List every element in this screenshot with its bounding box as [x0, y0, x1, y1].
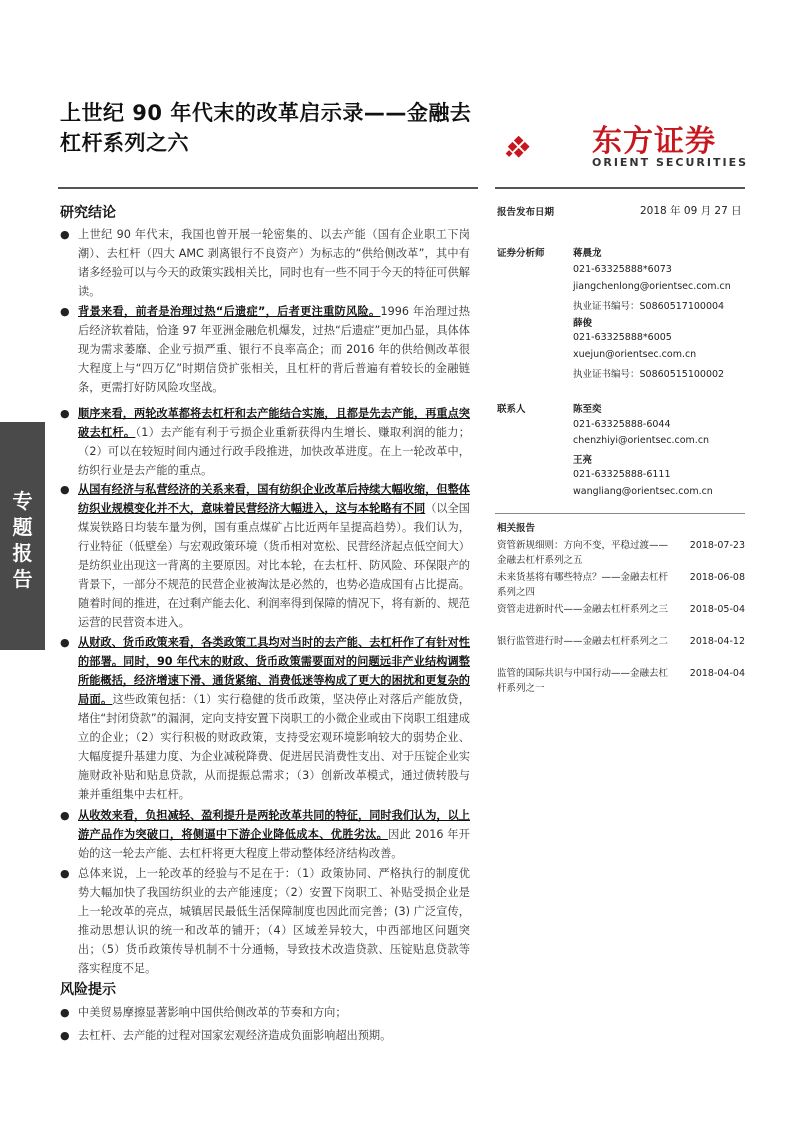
sidebar-char: 专 [12, 489, 33, 513]
date-label: 报告发布日期 [497, 207, 555, 218]
contact-email[interactable]: chenzhiyi@orientsec.com.cn [573, 435, 710, 446]
bullet-icon: ● [60, 407, 70, 420]
analyst-name: 薛俊 [573, 318, 593, 329]
contact-phone: 021-63325888-6111 [573, 469, 671, 480]
contact-phone: 021-63325888-6044 [573, 419, 671, 430]
sidebar-char: 题 [12, 515, 33, 539]
bullet-item: ● 背景来看，前者是治理过热“后遗症”，后者更注重防风险。1996 年治理过热后经济软着陆，恰逢 97 年亚洲金融危机爆发，过热“后遗症”更加凸显，具体体现为需求萎靡、企业亏损严重、银行不良率高企；而 2016 年的供给侧改革很大程度上与“四万亿”时期信贷扩张相关，且杠杆的背后普遍有着较长的金融链条，更需打好防风险攻坚战。 [60, 302, 470, 397]
related-report[interactable]: 监管的国际共识与中国行动——金融去杠杆系列之一 2018-04-04 [497, 668, 745, 694]
bullet-item: ● 从收效来看，负担减轻、盈利提升是两轮改革共同的特征，同时我们认为，以上游产品作为突破口，将侧逼中下游企业降低成本、优胜劣汰。因此 2016 年开始的这一轮去产能、去杠杆将更大程度上带动整体经济结构改善。 [60, 806, 470, 863]
bullet-icon: ● [60, 483, 70, 496]
risk-item: ● 中美贸易摩擦显著影响中国供给侧改革的节奏和方向； [60, 1003, 470, 1022]
left-rule [58, 187, 478, 189]
bullet-item: ● 从国有经济与私营经济的关系来看，国有纺织企业改革后持续大幅收缩，但整体纺织业规模变化并不大，意味着民营经济大幅进入，这与本轮略有不同（以全国煤炭铁路日均装车量为例，国有重点煤矿占比近两年呈提高趋势）。我们认为，行业特征（低壁垒）与宏观政策环境（货币相对宽松、民营经济起点低空间大）是纺织业出现这一背离的主要原因。对比本轮，在去杠杆、防风险、环保限产的背景下，一部分不规范的民营企业被淘汰是必然的，也势必造成国有占比提高。随着时间的推进，在过剩产能去化、利润率得到保障的情况下，将有新的、规范运营的民营资本进入。 [60, 480, 470, 632]
logo-cn: 东方证券 [592, 124, 716, 159]
bullet-icon: ● [60, 867, 70, 880]
related-report[interactable]: 银行监管进行时——金融去杠杆系列之二 2018-04-12 [497, 636, 745, 647]
page-title: 上世纪 90 年代末的改革启示录——金融去杠杆系列之六 [60, 101, 472, 155]
sidebar-tag [0, 422, 45, 650]
analyst-email[interactable]: xuejun@orientsec.com.cn [573, 349, 697, 360]
right-rule [495, 187, 745, 189]
analyst-email[interactable]: jiangchenlong@orientsec.com.cn [573, 281, 731, 292]
related-report[interactable]: 未来货基将有哪些特点？——金融去杠杆系列之四 2018-06-08 [497, 572, 745, 598]
bullet-icon: ● [60, 636, 70, 649]
related-report[interactable]: 资管新规细则：方向不变，平稳过渡——金融去杠杆系列之五 2018-07-23 [497, 540, 745, 566]
bullet-item: ● 总体来说，上一轮改革的经验与不足在于：（1）政策协同、严格执行的制度优势大幅加快了我国纺织业的去产能速度；（2）安置下岗职工、补贴受损企业是上一轮改革的亮点，城镇居民最低生活保障制度也因此而完善；(3) 广泛宣传，推动思想认识的统一和改革的铺开；（4）区域差异较大，中西部地区问题突出；（5）货币政策传导机制不十分通畅，导致技术改造贷款、压锭贴息贷款等落实程度不足。 [60, 864, 470, 978]
bullet-icon: ● [60, 1029, 70, 1042]
analyst-label: 证券分析师 [497, 248, 545, 259]
bullet-icon: ● [60, 809, 70, 822]
bullet-icon: ● [60, 1006, 70, 1019]
orient-securities-logo [505, 112, 587, 182]
related-report[interactable]: 资管走进新时代——金融去杠杆系列之三 2018-05-04 [497, 604, 745, 615]
analyst-phone: 021-63325888*6005 [573, 332, 672, 343]
related-label: 相关报告 [497, 523, 536, 534]
analyst-cert: 执业证书编号：S0860515100002 [573, 369, 725, 380]
publish-date: 2018 年 09 月 27 日 [640, 205, 742, 217]
bullet-icon: ● [60, 305, 70, 318]
bullet-item: ● 从财政、货币政策来看，各类政策工具均对当时的去产能、去杠杆作了有针对性的部署。同时，90 年代末的财政、货币政策需要面对的问题远非产业结构调整所能概括，经济增速下滑、通货紧缩、消费低迷等构成了更大的困扰和更复杂的局面。这些政策包括：（1）实行稳健的货币政策，坚决停止对落后产能放贷，堵住“封闭贷款”的漏洞，定向支持安置下岗职工的小微企业或由下岗职工组建成立的企业；（2）实行积极的财政政策，支持受宏观环境影响较大的弱势企业、大幅度提升基建力度、为企业减税降费、促进居民消费性支出、对于压锭企业实施财政补贴和贴息贷款，从而提振总需求；（3）创新改革模式，通过债转股与兼并重组集中去杠杆。 [60, 633, 470, 804]
analyst-phone: 021-63325888*6073 [573, 264, 672, 275]
contact-name: 陈至奕 [573, 404, 602, 415]
sidebar-char: 报 [12, 541, 33, 565]
bullet-item: ● 顺序来看，两轮改革都将去杠杆和去产能结合实施，且都是先去产能，再重点突破去杠杆。（1）去产能有利于亏损企业重新获得内生增长、赚取利润的能力；（2）可以在较短时间内通过行政手段推进，加快改革进度。在上一轮改革中，纺织行业是去产能的重点。 [60, 404, 470, 480]
logo-en: ORIENT SECURITIES [592, 156, 749, 169]
related-divider [495, 513, 745, 514]
bullet-icon: ● [60, 228, 70, 241]
sidebar-char: 告 [12, 567, 33, 591]
analyst-name: 蒋晨龙 [573, 248, 602, 259]
section-heading-risk: 风险提示 [60, 982, 116, 998]
bullet-item: ● 上世纪 90 年代末，我国也曾开展一轮密集的、以去产能（国有企业职工下岗潮）、去杠杆（四大 AMC 剥离银行不良资产）为标志的“供给侧改革”，其中有诸多经验可以与今天的政策实践相关比，同时也有一些不同于今天的特征可供解读。 [60, 225, 470, 301]
risk-item: ● 去杠杆、去产能的过程对国家宏观经济造成负面影响超出预期。 [60, 1026, 470, 1045]
contact-email[interactable]: wangliang@orientsec.com.cn [573, 486, 713, 497]
contact-label: 联系人 [497, 404, 526, 415]
section-heading-conclusion: 研究结论 [60, 205, 116, 221]
contact-name: 王亮 [573, 455, 593, 466]
analyst-cert: 执业证书编号：S0860517100004 [573, 301, 725, 312]
